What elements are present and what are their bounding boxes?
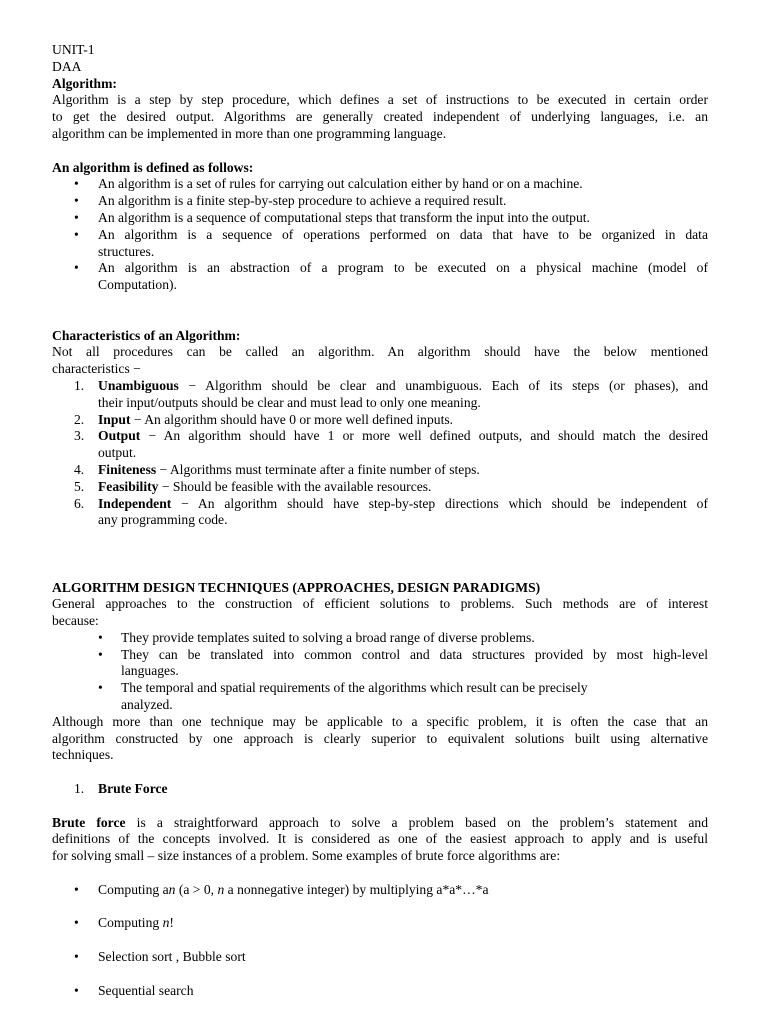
bullet: • — [74, 915, 79, 931]
list-item: • Selection sort , Bubble sort — [74, 949, 246, 965]
characteristics-heading: Characteristics of an Algorithm: — [52, 327, 241, 343]
list-item: • An algorithm is a finite step-by-step procedure to achieve a required result. — [74, 193, 507, 209]
brute-force-paragraph: Brute force is a straightforward approach to solve a problem based on the problem’s statement and definitions of the concepts involved. It is considered as one of the easiest approach to apply and is useful for solving small – size instances of a problem. Some examples of brute force algorithms are: — [52, 814, 708, 864]
techniques-intro-line2: because: — [52, 613, 99, 629]
list-number: 1. — [74, 781, 85, 797]
subject-label: DAA — [52, 58, 82, 74]
list-item: • An algorithm is a sequence of operations performed on data that have to be organized in data structures. — [74, 226, 708, 259]
bullet: • — [98, 646, 103, 662]
techniques-after-paragraph: Although more than one technique may be applicable to a specific problem, it is often the case that an algorithm constructed by one approach is clearly superior to equivalent solutions built using alternative techniques. — [52, 713, 708, 763]
definition-list — [52, 176, 708, 294]
bullet: • — [74, 193, 79, 209]
list-item: 5. Feasibility − Should be feasible with the available resources. — [74, 478, 432, 494]
techniques-list — [52, 630, 708, 714]
list-item: 3. Output − An algorithm should have 1 or more well defined outputs, and should match the desired output. — [74, 428, 708, 461]
bullet: • — [98, 680, 103, 696]
list-item: 1. Unambiguous − Algorithm should be clear and unambiguous. Each of its steps (or phases), and their input/outputs should be clear and must lead to only one meaning. — [74, 377, 708, 410]
definition-heading: An algorithm is defined as follows: — [52, 159, 254, 175]
algorithm-heading: Algorithm: — [52, 75, 117, 91]
list-number: 1. — [74, 377, 85, 393]
list-item: • Computing n! — [74, 915, 174, 931]
list-number: 2. — [74, 411, 85, 427]
term: Finiteness — [98, 461, 157, 477]
list-item: 4. Finiteness − Algorithms must terminate after a finite number of steps. — [74, 461, 480, 477]
bullet: • — [98, 629, 103, 645]
list-item: • The temporal and spatial requirements of the algorithms which result can be precisely analyzed. — [98, 680, 588, 713]
list-number: 6. — [74, 495, 85, 511]
unit-label: UNIT-1 — [52, 42, 95, 57]
list-item: • Sequential search — [74, 982, 194, 998]
list-number: 5. — [74, 478, 85, 494]
characteristics-intro-line1: Not all procedures can be called an algorithm. An algorithm should have the below mentioned — [52, 344, 708, 360]
list-item: • Computing an (a > 0, n a nonnegative integer) by multiplying a*a*…*a — [74, 881, 489, 897]
term: Input — [98, 411, 131, 427]
bullet: • — [74, 260, 79, 276]
term: Brute force — [52, 814, 126, 830]
bullet: • — [74, 881, 79, 897]
characteristics-list — [52, 378, 708, 529]
bullet: • — [74, 176, 79, 192]
list-number: 4. — [74, 461, 85, 477]
techniques-intro-line1: General approaches to the construction of efficient solutions to problems. Such methods are of interest — [52, 596, 708, 612]
characteristics-intro-line2: characteristics − — [52, 361, 141, 377]
brute-force-heading: 1. Brute Force — [74, 781, 168, 797]
term: Output — [98, 428, 141, 444]
bullet: • — [74, 209, 79, 225]
bullet: • — [74, 949, 79, 965]
list-number: 3. — [74, 428, 85, 444]
bullet: • — [74, 226, 79, 242]
list-item: • An algorithm is an abstraction of a program to be executed on a physical machine (model of Computation). — [74, 260, 708, 293]
term: Feasibility — [98, 478, 159, 494]
term: Unambiguous — [98, 377, 179, 393]
list-item: • An algorithm is a sequence of computational steps that transform the input into the output. — [74, 209, 590, 225]
document-content — [52, 42, 708, 999]
techniques-heading: ALGORITHM DESIGN TECHNIQUES (APPROACHES, DESIGN PARADIGMS) — [52, 579, 541, 595]
list-item: • They provide templates suited to solving a broad range of diverse problems. — [98, 629, 535, 645]
bullet: • — [74, 982, 79, 998]
term: Independent — [98, 495, 172, 511]
list-item: 6. Independent − An algorithm should have step-by-step directions which should be independent of any programming code. — [74, 495, 708, 528]
list-item: • They can be translated into common control and data structures provided by most high-level languages. — [98, 646, 708, 679]
algorithm-paragraph: Algorithm is a step by step procedure, which defines a set of instructions to be executed in certain order to get the desired output. Algorithms are generally created independent of underlying languages, i.e. an algorithm can be implemented in more than one programming language. — [52, 92, 708, 141]
list-item: • An algorithm is a set of rules for carrying out calculation either by hand or on a machine. — [74, 176, 583, 192]
list-item: 2. Input − An algorithm should have 0 or more well defined inputs. — [74, 411, 454, 427]
